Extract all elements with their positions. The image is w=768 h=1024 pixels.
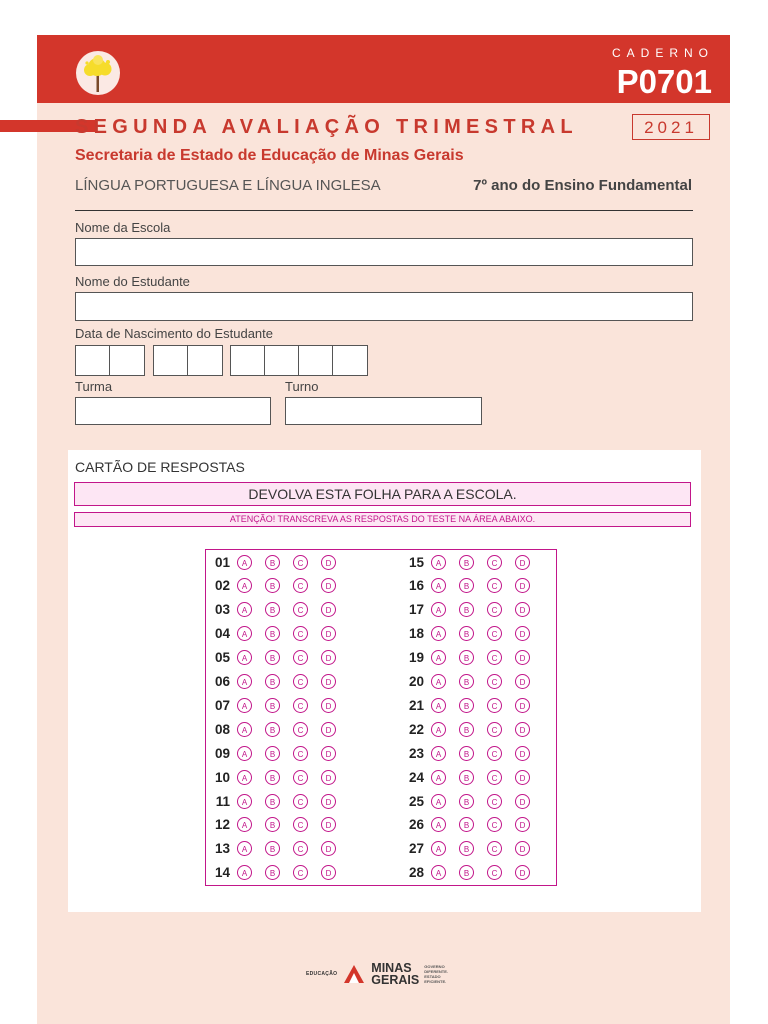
- answer-bubble-b[interactable]: B: [265, 770, 280, 785]
- answer-bubble-b[interactable]: B: [459, 555, 474, 570]
- answer-bubble-d[interactable]: D: [321, 650, 336, 665]
- answer-row: [402, 551, 543, 573]
- class-label: Turma: [75, 379, 113, 394]
- answer-bubble-a[interactable]: A: [237, 578, 252, 593]
- answer-row: [208, 862, 349, 884]
- answer-bubble-a[interactable]: A: [237, 841, 252, 856]
- answer-bubble-b[interactable]: B: [459, 602, 474, 617]
- answer-row: [208, 623, 349, 645]
- answer-bubble-b[interactable]: B: [459, 578, 474, 593]
- answer-bubble-b[interactable]: B: [459, 674, 474, 689]
- answer-row: [402, 647, 543, 669]
- shift-field[interactable]: [285, 397, 482, 425]
- birth-month-digit-1[interactable]: [154, 346, 188, 375]
- answer-bubble-c[interactable]: C: [293, 746, 308, 761]
- class-field[interactable]: [75, 397, 271, 425]
- birth-day-boxes[interactable]: [75, 345, 145, 376]
- answer-bubble-a[interactable]: A: [431, 865, 446, 880]
- answer-bubble-c[interactable]: C: [487, 841, 502, 856]
- answer-bubble-d[interactable]: D: [321, 865, 336, 880]
- answer-bubble-b[interactable]: B: [459, 650, 474, 665]
- footer-gov-line: ESTADO: [424, 974, 441, 979]
- question-number: 11: [215, 793, 230, 809]
- year-badge: 2021: [632, 114, 710, 140]
- answer-bubble-b[interactable]: B: [265, 674, 280, 689]
- answer-bubble-b[interactable]: B: [265, 865, 280, 880]
- answer-bubble-d[interactable]: D: [321, 770, 336, 785]
- answer-bubble-d[interactable]: D: [515, 722, 530, 737]
- answer-bubble-c[interactable]: C: [487, 626, 502, 641]
- answer-bubble-a[interactable]: A: [431, 650, 446, 665]
- student-name-label: Nome do Estudante: [75, 274, 190, 289]
- answer-row: [402, 862, 543, 884]
- answer-bubble-a[interactable]: A: [237, 626, 252, 641]
- answer-bubble-d[interactable]: D: [321, 626, 336, 641]
- answer-row: [402, 575, 543, 597]
- answer-bubble-b[interactable]: B: [459, 865, 474, 880]
- answer-bubble-d[interactable]: D: [321, 578, 336, 593]
- answer-bubble-b[interactable]: B: [265, 746, 280, 761]
- answer-bubble-d[interactable]: D: [321, 794, 336, 809]
- answer-bubble-d[interactable]: D: [515, 650, 530, 665]
- answer-bubble-b[interactable]: B: [265, 555, 280, 570]
- question-number: 23: [408, 745, 424, 761]
- question-number: 13: [214, 841, 230, 857]
- answer-bubble-a[interactable]: A: [237, 650, 252, 665]
- question-number: 26: [408, 817, 424, 833]
- school-name-field[interactable]: [75, 238, 693, 266]
- answer-row: [208, 599, 349, 621]
- answer-bubble-b[interactable]: B: [265, 650, 280, 665]
- answer-bubble-c[interactable]: C: [293, 626, 308, 641]
- shift-label: Turno: [285, 379, 319, 394]
- answer-bubble-a[interactable]: A: [237, 817, 252, 832]
- birth-year-digit-3[interactable]: [299, 346, 333, 375]
- discipline-label: LÍNGUA PORTUGUESA E LÍNGUA INGLESA: [75, 177, 381, 194]
- answer-bubble-c[interactable]: C: [293, 674, 308, 689]
- question-number: 28: [408, 865, 424, 881]
- answer-bubble-c[interactable]: C: [293, 578, 308, 593]
- answer-row: [402, 814, 543, 836]
- answer-row: [402, 838, 543, 860]
- answer-bubble-d[interactable]: D: [321, 841, 336, 856]
- answer-row: [208, 742, 349, 764]
- birth-day-digit-2[interactable]: [110, 346, 144, 375]
- answer-bubble-d[interactable]: D: [515, 865, 530, 880]
- answer-bubble-b[interactable]: B: [265, 722, 280, 737]
- footer-minas-gerais: [371, 962, 419, 986]
- attention-banner: ATENÇÃO! TRANSCREVA AS RESPOSTAS DO TESTE NA ÁREA ABAIXO.: [74, 512, 691, 527]
- answer-row: [402, 599, 543, 621]
- question-number: 16: [408, 578, 424, 594]
- answer-row: [402, 742, 543, 764]
- answer-row: [208, 671, 349, 693]
- question-number: 24: [408, 769, 424, 785]
- question-number: 04: [214, 626, 230, 642]
- answer-bubble-c[interactable]: C: [487, 722, 502, 737]
- answer-row: [208, 647, 349, 669]
- secretaria-subtitle: Secretaria de Estado de Educação de Minas Gerais: [75, 147, 464, 164]
- answer-bubble-b[interactable]: B: [459, 770, 474, 785]
- answer-bubble-c[interactable]: C: [487, 770, 502, 785]
- answer-bubble-d[interactable]: D: [321, 698, 336, 713]
- footer-logo: [306, 962, 448, 986]
- answer-row: [208, 814, 349, 836]
- answer-card-title: CARTÃO DE RESPOSTAS: [75, 459, 245, 475]
- answer-bubble-c[interactable]: C: [487, 698, 502, 713]
- question-number: 17: [408, 602, 424, 618]
- answer-row: [208, 790, 349, 812]
- answer-bubble-d[interactable]: D: [515, 698, 530, 713]
- answer-bubble-a[interactable]: A: [237, 770, 252, 785]
- answer-bubble-a[interactable]: A: [237, 865, 252, 880]
- answer-bubble-d[interactable]: D: [515, 794, 530, 809]
- question-number: 08: [214, 721, 230, 737]
- answer-bubble-c[interactable]: C: [293, 698, 308, 713]
- answer-bubble-b[interactable]: B: [459, 817, 474, 832]
- caderno-code: P0701: [616, 63, 712, 100]
- answer-bubble-d[interactable]: D: [321, 602, 336, 617]
- answer-bubble-d[interactable]: D: [515, 674, 530, 689]
- question-number: 06: [214, 674, 230, 689]
- answer-row: [402, 766, 543, 788]
- answer-bubble-a[interactable]: A: [431, 674, 446, 689]
- answer-bubble-b[interactable]: B: [265, 578, 280, 593]
- question-number: 19: [408, 650, 424, 666]
- answer-bubble-d[interactable]: D: [515, 626, 530, 641]
- answer-bubble-d[interactable]: D: [321, 674, 336, 689]
- answer-bubble-a[interactable]: A: [431, 626, 446, 641]
- question-number: 07: [214, 697, 230, 713]
- footer-gov-line: GOVERNO: [424, 964, 445, 969]
- answer-bubble-a[interactable]: A: [431, 602, 446, 617]
- answer-bubble-c[interactable]: C: [293, 794, 308, 809]
- answer-bubble-b[interactable]: B: [459, 794, 474, 809]
- answer-bubble-c[interactable]: C: [293, 602, 308, 617]
- answer-bubble-a[interactable]: A: [237, 674, 252, 689]
- footer-gov-line: DIFERENTE.: [424, 969, 449, 974]
- document-title: SEGUNDA AVALIAÇÃO TRIMESTRAL: [75, 116, 578, 138]
- answer-bubble-a[interactable]: A: [237, 794, 252, 809]
- answer-bubble-c[interactable]: C: [487, 817, 502, 832]
- answer-bubble-d[interactable]: D: [515, 841, 530, 856]
- birth-year-digit-4[interactable]: [333, 346, 367, 375]
- answer-row: [208, 766, 349, 788]
- return-sheet-banner: DEVOLVA ESTA FOLHA PARA A ESCOLA.: [74, 482, 691, 506]
- answer-bubble-a[interactable]: A: [237, 602, 252, 617]
- answer-bubble-a[interactable]: A: [431, 817, 446, 832]
- answer-bubble-a[interactable]: A: [431, 698, 446, 713]
- answer-bubble-a[interactable]: A: [237, 555, 252, 570]
- footer-minas-text: MINAS: [371, 961, 412, 975]
- answer-bubble-c[interactable]: C: [487, 794, 502, 809]
- answer-bubble-b[interactable]: B: [265, 817, 280, 832]
- birth-year-boxes[interactable]: [230, 345, 368, 376]
- answer-bubble-c[interactable]: C: [293, 555, 308, 570]
- answer-bubble-d[interactable]: D: [515, 746, 530, 761]
- answer-bubble-a[interactable]: A: [431, 746, 446, 761]
- question-number: 02: [214, 578, 230, 594]
- question-number: 12: [214, 817, 230, 833]
- birth-month-digit-2[interactable]: [188, 346, 222, 375]
- answer-bubble-a[interactable]: A: [237, 698, 252, 713]
- answer-bubble-d[interactable]: D: [515, 770, 530, 785]
- answer-row: [402, 694, 543, 716]
- answer-bubble-a[interactable]: A: [431, 578, 446, 593]
- answer-grid: [205, 549, 557, 886]
- birth-month-boxes[interactable]: [153, 345, 223, 376]
- answer-row: [402, 790, 543, 812]
- question-number: 14: [214, 865, 230, 881]
- answer-bubble-c[interactable]: C: [487, 578, 502, 593]
- question-number: 25: [408, 793, 424, 809]
- answer-row: [208, 718, 349, 740]
- birth-date-label: Data de Nascimento do Estudante: [75, 326, 274, 341]
- answer-row: [208, 551, 349, 573]
- question-number: 01: [214, 554, 230, 570]
- answer-bubble-d[interactable]: D: [321, 746, 336, 761]
- caderno-label: CADERNO: [611, 46, 714, 60]
- footer-education-label: EDUCAÇÃO: [306, 971, 338, 977]
- footer-gov-line: EFICIENTE.: [424, 979, 447, 984]
- birth-day-digit-1[interactable]: [76, 346, 110, 375]
- question-number: 27: [408, 841, 424, 857]
- question-number: 22: [408, 721, 424, 737]
- answer-bubble-c[interactable]: C: [293, 817, 308, 832]
- answer-bubble-b[interactable]: B: [265, 698, 280, 713]
- answer-bubble-c[interactable]: C: [487, 555, 502, 570]
- answer-bubble-d[interactable]: D: [321, 555, 336, 570]
- birth-year-digit-2[interactable]: [265, 346, 299, 375]
- answer-bubble-d[interactable]: D: [515, 578, 530, 593]
- answer-bubble-a[interactable]: A: [431, 555, 446, 570]
- school-name-label: Nome da Escola: [75, 220, 171, 235]
- question-number: 03: [214, 602, 230, 618]
- answer-bubble-a[interactable]: A: [237, 746, 252, 761]
- answer-bubble-c[interactable]: C: [293, 841, 308, 856]
- question-number: 09: [214, 745, 230, 761]
- answer-bubble-c[interactable]: C: [293, 650, 308, 665]
- answer-bubble-c[interactable]: C: [487, 865, 502, 880]
- question-number: 18: [408, 626, 424, 642]
- answer-bubble-a[interactable]: A: [431, 770, 446, 785]
- answer-bubble-c[interactable]: C: [487, 602, 502, 617]
- answer-bubble-b[interactable]: B: [459, 698, 474, 713]
- answer-bubble-b[interactable]: B: [265, 626, 280, 641]
- answer-bubble-c[interactable]: C: [293, 865, 308, 880]
- answer-bubble-a[interactable]: A: [237, 722, 252, 737]
- birth-year-digit-1[interactable]: [231, 346, 265, 375]
- question-number: 21: [408, 697, 424, 713]
- answer-bubble-c[interactable]: C: [293, 722, 308, 737]
- grade-label: 7º ano do Ensino Fundamental: [473, 177, 692, 194]
- answer-bubble-b[interactable]: B: [265, 602, 280, 617]
- answer-bubble-a[interactable]: A: [431, 841, 446, 856]
- answer-row: [208, 575, 349, 597]
- question-number: 10: [214, 769, 230, 785]
- answer-bubble-d[interactable]: D: [515, 602, 530, 617]
- question-number: 15: [408, 554, 424, 570]
- answer-row: [402, 623, 543, 645]
- footer-gerais-text: GERAIS: [371, 973, 420, 987]
- answer-bubble-b[interactable]: B: [265, 794, 280, 809]
- student-name-field[interactable]: [75, 292, 693, 321]
- answer-row: [402, 718, 543, 740]
- answer-row: [208, 694, 349, 716]
- footer-government-slogan: [424, 964, 448, 984]
- answer-bubble-d[interactable]: D: [321, 722, 336, 737]
- answer-bubble-c[interactable]: C: [487, 674, 502, 689]
- answer-card: [68, 450, 701, 912]
- answer-bubble-b[interactable]: B: [265, 841, 280, 856]
- header-divider: [75, 210, 693, 211]
- answer-bubble-b[interactable]: B: [459, 626, 474, 641]
- answer-bubble-c[interactable]: C: [487, 650, 502, 665]
- question-number: 20: [408, 674, 424, 689]
- yellow-tree-logo-icon: [75, 50, 121, 96]
- answer-bubble-b[interactable]: B: [459, 746, 474, 761]
- answer-row: [208, 838, 349, 860]
- answer-bubble-c[interactable]: C: [293, 770, 308, 785]
- header-band: [37, 35, 730, 103]
- answer-bubble-a[interactable]: A: [431, 722, 446, 737]
- answer-bubble-d[interactable]: D: [321, 817, 336, 832]
- answer-bubble-b[interactable]: B: [459, 841, 474, 856]
- answer-bubble-b[interactable]: B: [459, 722, 474, 737]
- question-number: 05: [214, 650, 230, 666]
- minas-gerais-triangle-icon: [343, 964, 365, 984]
- answer-bubble-d[interactable]: D: [515, 555, 530, 570]
- answer-row: [402, 671, 543, 693]
- answer-bubble-d[interactable]: D: [515, 817, 530, 832]
- answer-bubble-c[interactable]: C: [487, 746, 502, 761]
- answer-bubble-a[interactable]: A: [431, 794, 446, 809]
